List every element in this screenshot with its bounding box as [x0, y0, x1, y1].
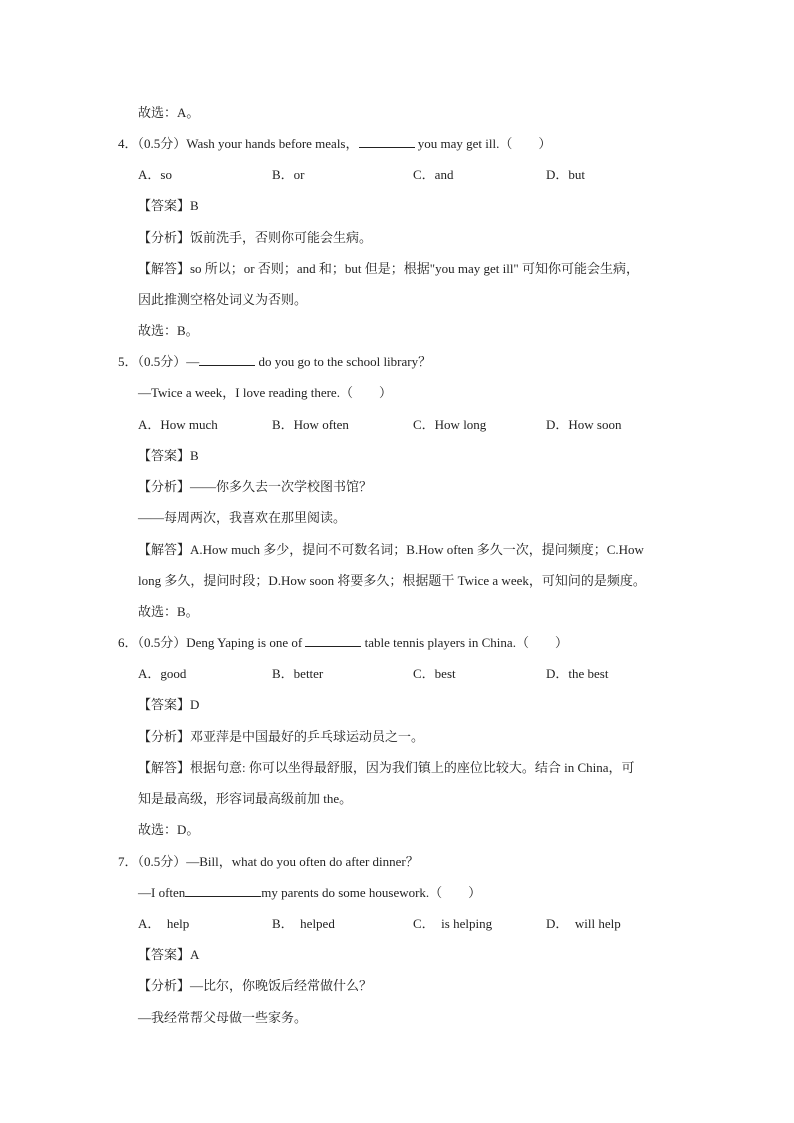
- analysis-line: 【分析】—比尔，你晚饭后经常做什么？: [138, 978, 373, 993]
- explain-line: 知是最高级，形容词最高级前加 the。: [138, 791, 353, 806]
- stem-text: 5．（0.5分）—: [118, 354, 200, 369]
- option-c: C．How long: [413, 417, 487, 432]
- option-b: B．or: [272, 167, 305, 182]
- question-stem-line2: [138, 884, 481, 902]
- explain-line: 【解答】根据句意: 你可以坐得最舒服，因为我们镇上的座位比较大。结合 in China，可: [138, 760, 635, 775]
- stem-text: 4．（0.5分）Wash your hands before meals，: [118, 136, 359, 151]
- stem-text: do you go to the school library？: [255, 354, 432, 369]
- conclusion-line: 故选：B。: [138, 323, 199, 338]
- answer-line: 【答案】A: [138, 947, 200, 962]
- answer-blank: [359, 135, 415, 148]
- stem-text: table tennis players in China.（ ）: [361, 635, 568, 650]
- answer-blank: [185, 884, 261, 897]
- option-a: A．so: [138, 167, 172, 182]
- stem-text: my parents do some housework.（ ）: [261, 885, 482, 900]
- option-a: A．How much: [138, 417, 218, 432]
- option-a: A．good: [138, 666, 187, 681]
- option-b: B． helped: [272, 916, 335, 931]
- question-stem: 7．（0.5分）—Bill，what do you often do after dinner？: [118, 854, 419, 869]
- option-d: D． will help: [546, 916, 621, 931]
- analysis-line: 【分析】邓亚萍是中国最好的乒乓球运动员之一。: [138, 729, 425, 744]
- explain-line: 因此推测空格处词义为否则。: [138, 292, 308, 307]
- question-stem: [118, 135, 551, 153]
- option-d: D．the best: [546, 666, 609, 681]
- option-a: A． help: [138, 916, 190, 931]
- analysis-line: 【分析】——你多久去一次学校图书馆？: [138, 479, 373, 494]
- question-stem: [118, 634, 568, 652]
- question-stem: [118, 353, 431, 371]
- analysis-line: —我经常帮父母做一些家务。: [138, 1010, 308, 1025]
- option-c: C．best: [413, 666, 456, 681]
- stem-text: 6．（0.5分）Deng Yaping is one of: [118, 635, 306, 650]
- stem-text: you may get ill.（ ）: [414, 136, 552, 151]
- prev-conclusion: 故选：A。: [138, 105, 200, 120]
- option-b: B．How often: [272, 417, 349, 432]
- analysis-line: ——每周两次，我喜欢在那里阅读。: [138, 510, 347, 525]
- conclusion-line: 故选：B。: [138, 604, 199, 619]
- answer-line: 【答案】B: [138, 448, 199, 463]
- analysis-line: 【分析】饭前洗手，否则你可能会生病。: [138, 230, 373, 245]
- answer-line: 【答案】D: [138, 697, 200, 712]
- option-c: C．and: [413, 167, 454, 182]
- answer-blank: [199, 353, 255, 366]
- option-d: D．How soon: [546, 417, 622, 432]
- explain-line: 【解答】so 所以；or 否则；and 和；but 但是；根据"you may get ill" 可知你可能会生病，: [138, 261, 639, 276]
- option-b: B．better: [272, 666, 324, 681]
- answer-blank: [305, 634, 361, 647]
- explain-line: long 多久，提问时段；D.How soon 将要多久；根据题干 Twice a week，可知问的是频度。: [138, 573, 646, 588]
- conclusion-line: 故选：D。: [138, 822, 200, 837]
- option-c: C． is helping: [413, 916, 493, 931]
- explain-line: 【解答】A.How much 多少，提问不可数名词；B.How often 多久一次，提问频度；C.How: [138, 542, 644, 557]
- option-d: D．but: [546, 167, 586, 182]
- stem-text: —I often: [138, 885, 186, 900]
- question-stem-line2: —Twice a week，I love reading there.（ ）: [138, 385, 392, 400]
- answer-line: 【答案】B: [138, 198, 199, 213]
